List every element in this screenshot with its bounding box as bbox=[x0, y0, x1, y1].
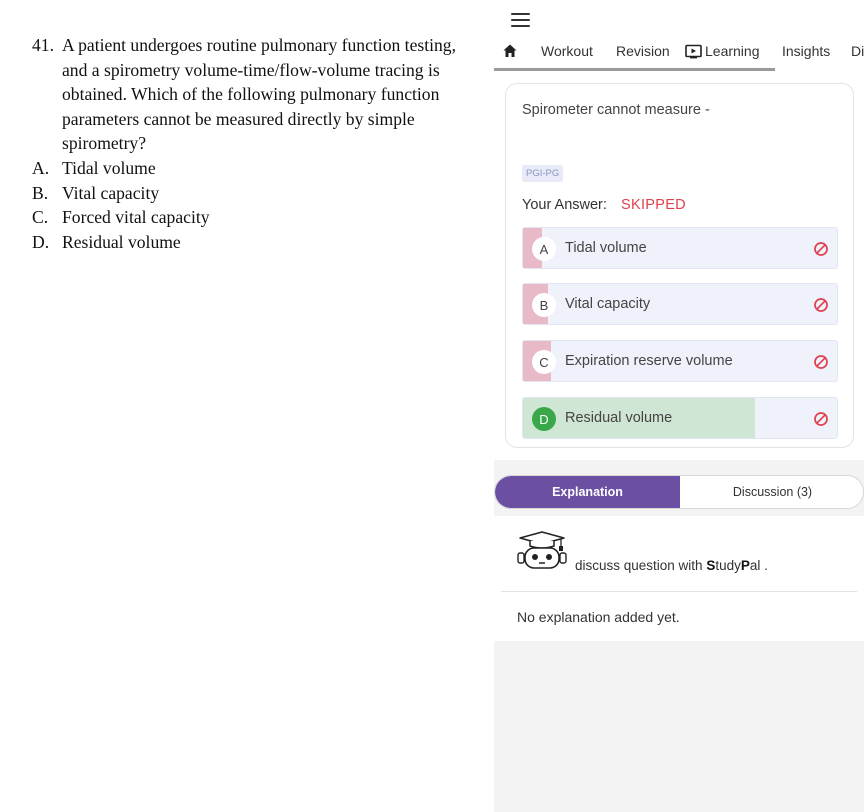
question-option-c: C. Forced vital capacity bbox=[32, 207, 210, 228]
option-d-letter: D bbox=[532, 407, 556, 431]
exam-tag: PGI-PG bbox=[522, 165, 563, 182]
answer-option-a[interactable] bbox=[522, 227, 838, 269]
option-a-letter: A bbox=[532, 237, 556, 261]
nav-revision[interactable]: Revision bbox=[616, 43, 670, 59]
nav-learning[interactable] bbox=[685, 43, 760, 59]
play-screen-icon bbox=[685, 44, 702, 59]
explanation-tabs bbox=[494, 475, 864, 509]
question-option-d: D. Residual volume bbox=[32, 231, 181, 252]
top-navbar bbox=[494, 38, 864, 66]
your-answer-value: SKIPPED bbox=[621, 197, 686, 213]
divider bbox=[501, 591, 857, 592]
answer-option-b[interactable] bbox=[522, 283, 838, 325]
studypal-robot-icon bbox=[514, 530, 570, 572]
option-a-text: Tidal volume bbox=[565, 240, 647, 256]
card-question-text: Spirometer cannot measure - bbox=[522, 102, 710, 118]
option-d-text: Residual volume bbox=[565, 410, 673, 426]
question-stem bbox=[32, 33, 472, 156]
nav-active-underline bbox=[494, 68, 775, 71]
tab-discussion[interactable]: Discussion (3) bbox=[732, 485, 813, 499]
ban-icon bbox=[813, 411, 829, 427]
nav-more[interactable]: Di bbox=[851, 43, 864, 59]
ban-icon bbox=[813, 297, 829, 313]
nav-workout[interactable]: Workout bbox=[541, 43, 593, 59]
explanation-section bbox=[494, 516, 864, 641]
hamburger-icon[interactable] bbox=[511, 12, 531, 28]
no-explanation-text: No explanation added yet. bbox=[517, 609, 680, 625]
ban-icon bbox=[813, 354, 829, 370]
app-panel bbox=[494, 0, 864, 812]
tab-explanation[interactable]: Explanation bbox=[495, 476, 680, 508]
option-b-text: Vital capacity bbox=[565, 296, 651, 312]
option-b-letter: B bbox=[532, 293, 556, 317]
nav-insights[interactable]: Insights bbox=[782, 43, 831, 59]
answer-option-d[interactable] bbox=[522, 397, 838, 439]
question-card bbox=[505, 83, 854, 448]
ban-icon bbox=[813, 241, 829, 257]
option-c-letter: C bbox=[532, 350, 556, 374]
question-options bbox=[32, 156, 210, 254]
home-icon[interactable] bbox=[502, 43, 518, 59]
question-option-a: A. Tidal volume bbox=[32, 158, 156, 178]
question-option-b: B. Vital capacity bbox=[32, 182, 160, 203]
discuss-with-studypal-link[interactable]: discuss question with StudyPal . bbox=[575, 558, 768, 573]
question-number: 41. bbox=[32, 35, 54, 55]
option-c-text: Expiration reserve volume bbox=[565, 353, 733, 369]
your-answer-label: Your Answer: bbox=[522, 197, 607, 213]
nav-learning-label: Learning bbox=[705, 43, 760, 59]
app-top-section bbox=[494, 0, 864, 460]
answer-option-c[interactable] bbox=[522, 340, 838, 382]
question-text: A patient undergoes routine pulmonary function testing, and a spirometry volume-time/flow-volume tracing is obtained. Which of the following pulmonary function parameters cannot be measured directly by simple spirometry? bbox=[62, 35, 456, 154]
